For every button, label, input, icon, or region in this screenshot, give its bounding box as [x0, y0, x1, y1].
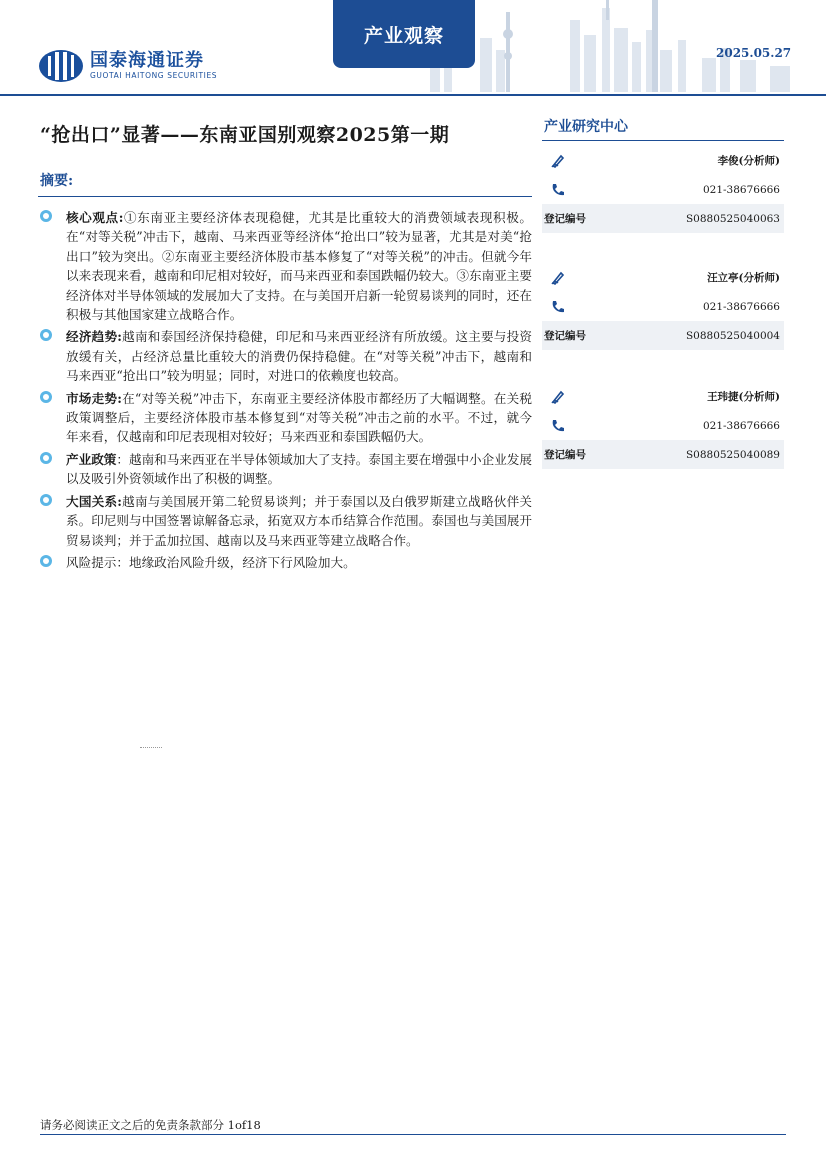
bullet-text: 越南与美国展开第二轮贸易谈判；并于泰国以及白俄罗斯建立战略伙伴关系。印尼则与中国签署谅解备忘录，拓宽双方本币结算合作范围。泰国也与美国展开贸易谈判；并于孟加拉国、越南以及马来西亚等建立战略合作。: [66, 493, 533, 548]
pen-icon: [550, 153, 566, 169]
pen-icon: [550, 270, 566, 286]
analyst-name-row: [542, 382, 784, 411]
analyst-phone: 021-38676666: [702, 183, 780, 196]
analyst-card: [542, 146, 784, 233]
company-logo: [38, 49, 217, 83]
analyst-name: 王玮捷(分析师): [707, 391, 780, 403]
pen-icon: [550, 389, 566, 405]
analyst-phone: 021-38676666: [702, 300, 780, 313]
header-divider: [0, 94, 826, 96]
bullet-label: 大国关系:: [66, 493, 122, 509]
bullet-text: ：越南和马来西亚在半导体领域加大了支持。泰国主要在增强中小企业发展以及吸引外资领域作出了积极的调整。: [66, 451, 533, 487]
phone-icon: [550, 418, 566, 434]
sidebar-divider: [542, 140, 784, 141]
bullet-major-power-relations: [40, 492, 532, 550]
bullet-text: 风险提示：地缘政治风险升级，经济下行风险加大。: [66, 554, 356, 570]
bullet-risk-warning: [40, 553, 532, 572]
phone-icon: [550, 299, 566, 315]
reg-label: 登记编号: [544, 449, 586, 461]
sidebar-heading: 产业研究中心: [544, 119, 628, 135]
analyst-reg-number: S0880525040004: [685, 329, 780, 342]
analyst-reg-row: [542, 204, 784, 233]
bullet-icon: [40, 494, 52, 506]
bullet-text: 在“对等关税”冲击下，东南亚主要经济体股市都经历了大幅调整。在关税政策调整后，主要经济体股市基本修复到“对等关税”冲击之前的水平。不过，就今年来看，仅越南和印尼表现相对较好；马来西亚和泰国跌幅仍大。: [66, 390, 532, 445]
bullet-text: 越南和泰国经济保持稳健，印尼和马来西亚经济有所放缓。这主要与投资放缓有关，占经济总量比重较大的消费仍保持稳健。在“对等关税”冲击下，越南和马来西亚“抢出口”较为明显；同时，对进口的依赖度也较高。: [66, 329, 533, 384]
analyst-reg-row: [542, 321, 784, 350]
phone-icon: [550, 182, 566, 198]
analyst-name-row: [542, 263, 784, 292]
analyst-reg-row: [542, 440, 784, 469]
abstract-bullets: [40, 208, 532, 575]
analyst-phone-row: [542, 175, 784, 204]
bullet-icon: [40, 391, 52, 403]
bullet-icon: [40, 452, 52, 464]
analyst-reg-number: S0880525040063: [685, 212, 780, 225]
footer-disclaimer: 请务必阅读正文之后的免责条款部分 1of18: [40, 1118, 261, 1132]
abstract-divider: [38, 196, 532, 197]
bullet-label: 核心观点:: [66, 210, 124, 225]
analyst-name: 李俊(分析师): [717, 155, 780, 167]
reg-label: 登记编号: [544, 213, 586, 225]
footer-divider: [40, 1134, 786, 1135]
bullet-market-trend: [40, 389, 532, 447]
bullet-icon: [40, 210, 52, 222]
bullet-icon: [40, 555, 52, 567]
analyst-phone: 021-38676666: [702, 419, 780, 432]
analyst-phone-row: [542, 292, 784, 321]
category-tab: 产业观察: [333, 0, 475, 68]
analyst-name-row: [542, 146, 784, 175]
bullet-label: 产业政策: [66, 451, 117, 467]
bullet-label: 经济趋势:: [66, 329, 122, 345]
bullet-economic-trend: [40, 327, 532, 385]
analyst-name: 汪立亭(分析师): [707, 272, 780, 284]
abstract-label: 摘要:: [40, 173, 74, 189]
logo-english-name: GUOTAI HAITONG SECURITIES: [90, 71, 218, 80]
bullet-core-view: [40, 208, 532, 324]
bullet-text: ①东南亚主要经济体表现稳健，尤其是比重较大的消费领域表现积极。在“对等关税”冲击下，越南、马来西亚等经济体“抢出口”较为显著，尤其是对美“抢出口”较为突出。②东南亚主要经济体股市基本修复了“对等关税”的冲击。但就今年以来表现来看，越南和印尼相对较好，而马来西亚和泰国跌幅仍较大。③东南亚主要经济体对半导体领域的发展加大了支持。在与美国开启新一轮贸易谈判的同时，还在积极与其他国家建立战略合作。: [66, 210, 532, 323]
analyst-card: [542, 263, 784, 350]
dotted-mark: [140, 747, 162, 748]
bullet-industry-policy: [40, 450, 532, 489]
analyst-phone-row: [542, 411, 784, 440]
bullet-icon: [40, 329, 52, 341]
report-title: “抢出口”显著——东南亚国别观察2025第一期: [40, 124, 450, 146]
bullet-label: 市场走势:: [66, 390, 122, 406]
analyst-reg-number: S0880525040089: [685, 448, 780, 461]
logo-chinese-name: 国泰海通证券: [90, 50, 204, 71]
report-date: 2025.05.27: [716, 46, 792, 60]
analyst-card: [542, 382, 784, 469]
reg-label: 登记编号: [544, 330, 586, 342]
logo-mark-icon: [38, 49, 84, 83]
